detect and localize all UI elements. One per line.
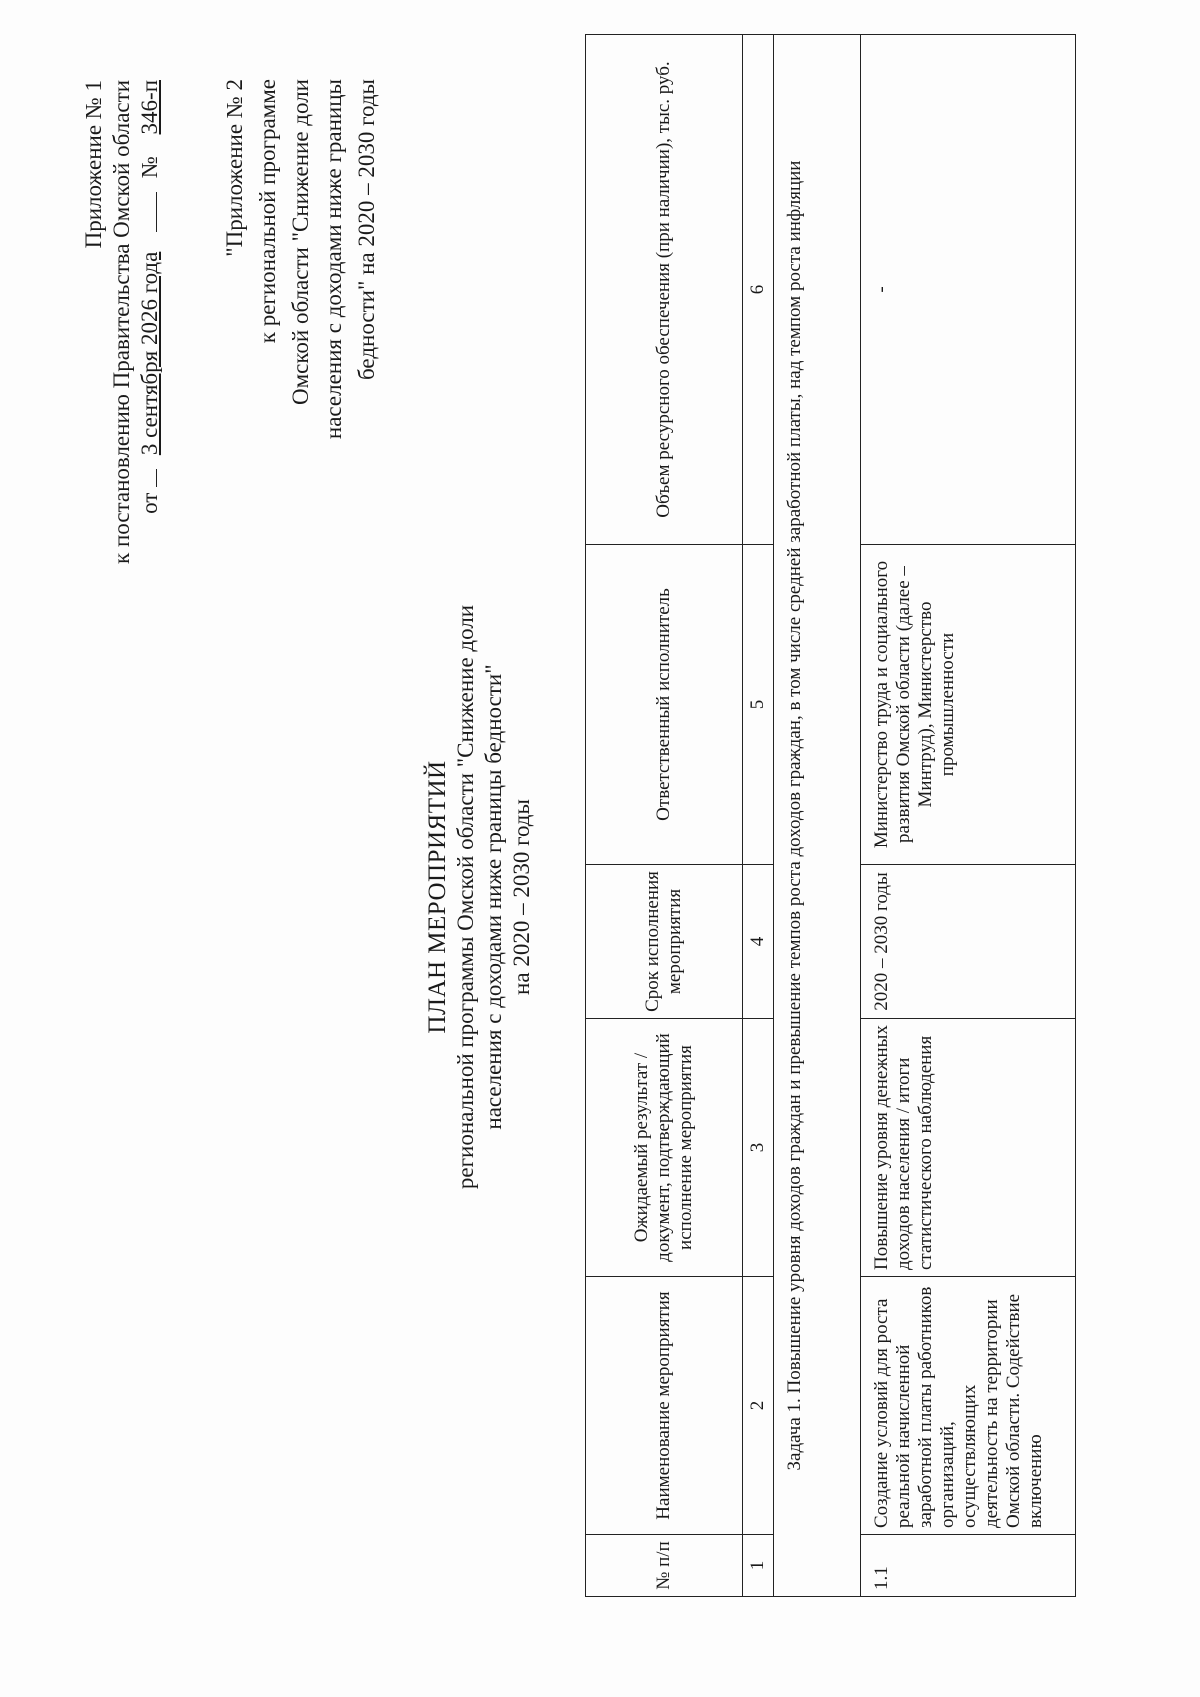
task-1-row — [774, 35, 861, 1597]
row-funding-cell: - — [861, 35, 1076, 545]
column-number-cell: 5 — [743, 545, 774, 865]
row-term-cell: 2020 – 2030 годы — [861, 865, 1076, 1019]
column-number-cell: 3 — [743, 1019, 774, 1277]
header-cell-number: № п/п — [586, 1535, 743, 1597]
plan-subtitle-line-1: региональной программы Омской области "Снижение доли — [453, 604, 478, 1190]
appendix-1-title: Приложение № 1 — [81, 80, 106, 249]
plan-subtitle-line-3: на 2020 – 2030 годы — [509, 799, 534, 995]
column-number-cell: 2 — [743, 1277, 774, 1535]
appendix-2-line-2: к региональной программе — [255, 79, 280, 344]
appendix-2-line-1: "Приложение № 2 — [222, 79, 247, 257]
table-row — [861, 35, 1076, 1597]
date-underline-blank — [156, 469, 157, 487]
row-executor-cell: Министерство труда и социального развития Омской области (далее – Минтруд), Министерство промышленности — [861, 545, 1076, 865]
header-cell-term: Срок исполнения мероприятия — [586, 865, 743, 1019]
header-cell-funding: Объем ресурсного обеспечения (при наличии), тыс. руб. — [586, 35, 743, 545]
appendix-2-line-3: Омской области "Снижение доли — [288, 79, 313, 405]
column-number-cell: 1 — [743, 1535, 774, 1597]
column-number-cell: 4 — [743, 865, 774, 1019]
task-1-cell: Задача 1. Повышение уровня доходов граждан и превышение темпов роста доходов граждан, в том числе средней заработной платы, над темпом роста инфляции — [774, 35, 861, 1597]
row-name-cell: Создание условий для роста реальной начисленной заработной платы работников организаций, осуществляющих деятельность на территории Омской области. Содействие включению — [861, 1277, 1076, 1535]
column-number-cell: 6 — [743, 35, 774, 545]
appendix-1-block — [80, 80, 164, 695]
appendix-2-line-5: бедности" на 2020 – 2030 годы — [354, 79, 379, 380]
appendix-1-date-line — [136, 80, 164, 695]
header-cell-executor: Ответственный исполнитель — [586, 545, 743, 865]
row-result-cell: Повышение уровня денежных доходов населения / итоги статистического наблюдения — [861, 1019, 1076, 1277]
from-label: от — [137, 492, 162, 514]
column-number-row — [743, 35, 774, 1597]
plan-subtitle-line-2: населения с доходами ниже границы бедности" — [481, 664, 506, 1130]
header-cell-name: Наименование мероприятия — [586, 1277, 743, 1535]
number-label: № — [137, 156, 162, 179]
table-header-row — [586, 35, 743, 1597]
plan-title-block — [424, 397, 536, 1397]
plan-title: ПЛАН МЕРОПРИЯТИЙ — [424, 760, 451, 1034]
decree-number: 346-п — [137, 80, 162, 135]
appendix-2-block — [218, 79, 383, 497]
appendix-2-line-4: населения с доходами ниже границы — [321, 79, 346, 440]
plan-table — [585, 34, 1076, 1597]
decree-date: 3 сентября 2026 года — [137, 251, 162, 456]
appendix-1-subtitle: к постановлению Правительства Омской области — [109, 80, 134, 564]
number-underline-blank — [156, 192, 157, 232]
row-number-cell: 1.1 — [861, 1535, 1076, 1597]
header-cell-result: Ожидаемый результат / документ, подтверждающий исполнение мероприятия — [586, 1019, 743, 1277]
